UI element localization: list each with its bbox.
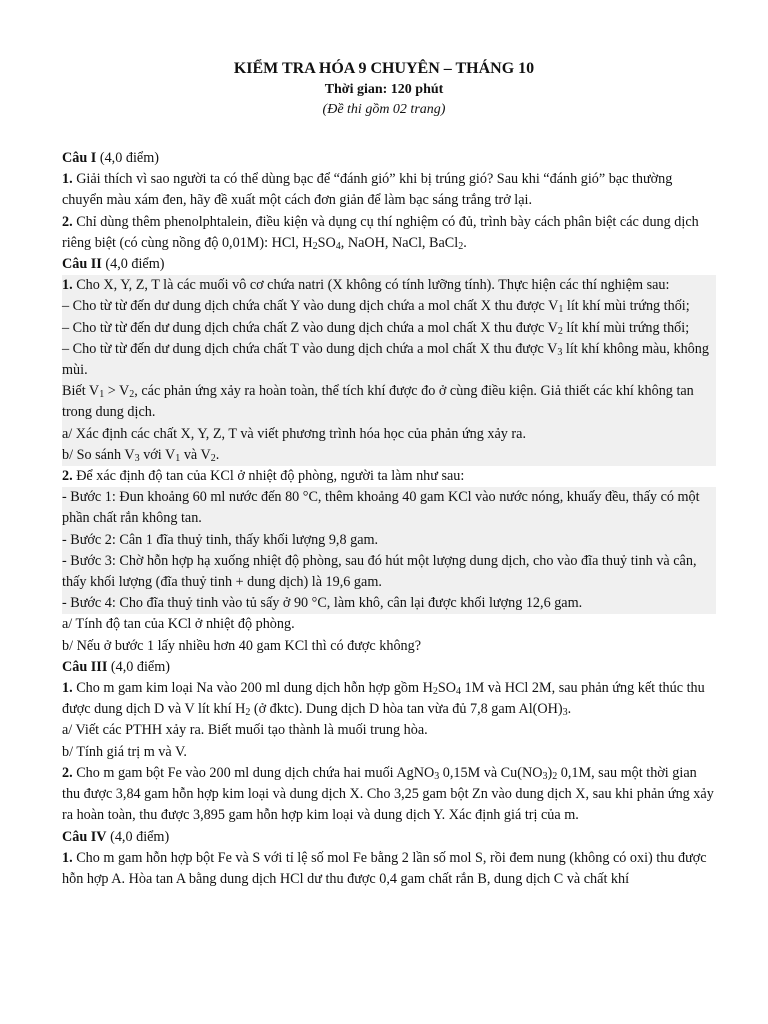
- question-heading: Câu IV: [62, 828, 107, 845]
- part-text: Để xác định độ tan của KCl ở nhiệt độ phòng, người ta làm như sau:: [76, 468, 465, 485]
- question-2-part-1b: [62, 445, 716, 466]
- experiment-1: [62, 296, 716, 317]
- question-points: (4,0 điểm): [110, 658, 170, 675]
- subquestion-text: .: [215, 446, 220, 463]
- experiment-text: lít khí mùi trứng thối;: [563, 298, 690, 315]
- question-1-part-1: [62, 169, 716, 211]
- subscript: 2: [245, 707, 251, 719]
- subquestion-text: với V: [139, 446, 176, 463]
- part-text: Cho m gam kim loại Na vào 200 ml dung dịch hỗn hợp gồm H: [72, 680, 433, 697]
- procedure-step-4: - Bước 4: Cho đĩa thuỷ tinh vào tủ sấy ở 90 °C, làm khô, cân lại được khối lượng 12,6 gam.: [62, 595, 583, 612]
- given-text: > V: [104, 383, 130, 400]
- subscript: 3: [134, 452, 140, 464]
- procedure-step-2: - Bước 2: Cân 1 đĩa thuỷ tinh, thấy khối lượng 9,8 gam.: [62, 531, 379, 548]
- part-number: 2.: [62, 764, 73, 781]
- question-3-part-1: [62, 678, 716, 720]
- question-points: (4,0 điểm): [105, 256, 165, 273]
- question-3-part-1b: b/ Tính giá trị m và V.: [62, 743, 187, 760]
- question-heading: Câu II: [62, 256, 102, 273]
- question-1-heading: [62, 148, 716, 169]
- experiment-text: lít khí không màu, không mùi.: [62, 340, 709, 379]
- part-text: .: [463, 234, 467, 251]
- part-text: SO: [317, 234, 336, 251]
- subscript: 4: [335, 240, 341, 252]
- given-text: Biết V: [62, 383, 100, 400]
- part-text: 0,1M, sau một thời gian thu được 3,84 gam hỗn hợp kim loại và dung dịch X. Cho 3,25 gam bột Zn vào dung dịch X, sau khi phản ứng xảy ra hoàn toàn, thu được 3,895 gam hỗn hợp kim loại và dung dịch Y. Xác định giá trị của m.: [62, 764, 714, 824]
- procedure-step-3: - Bước 3: Chờ hỗn hợp hạ xuống nhiệt độ phòng, sau đó hút một lượng dung dịch, cho vào đĩa thuỷ tinh và cân, thấy khối lượng (đĩa thuỷ tinh + dung dịch) là 19,6 gam.: [62, 552, 697, 591]
- experiment-text: lít khí mùi trứng thối;: [562, 319, 690, 336]
- subquestion-text: b/ So sánh V: [62, 446, 135, 463]
- experiment-text: – Cho từ từ đến dư dung dịch chứa chất Z vào dung dịch chứa a mol chất X thu được V: [62, 319, 558, 336]
- question-heading: Câu I: [62, 150, 97, 166]
- exam-content: [62, 148, 716, 890]
- exam-duration: Thời gian: 120 phút: [324, 82, 444, 97]
- part-text: Cho m gam bột Fe vào 200 ml dung dịch chứa hai muối AgNO: [72, 764, 435, 781]
- exam-page-note: (Đề thi gồm 02 trang): [322, 102, 446, 117]
- question-heading: Câu III: [62, 658, 108, 675]
- subscript: 1: [558, 304, 564, 316]
- part-text: Cho m gam hỗn hợp bột Fe và S với tỉ lệ số mol Fe bằng 2 lần số mol S, rồi đem nung (không có oxi) thu được hỗn hợp A. Hòa tan A bằng dung dịch HCl dư thu được 0,4 gam chất rắn B, dung dịch C và chất khí: [62, 849, 707, 887]
- highlighted-block: [62, 275, 716, 466]
- subscript: 2: [312, 240, 318, 252]
- part-text: 0,15M và Cu(NO: [439, 764, 543, 781]
- question-2-part-2b: b/ Nếu ở bước 1 lấy nhiều hơn 40 gam KCl thì có được không?: [62, 637, 422, 654]
- part-number: 1.: [62, 277, 73, 294]
- exam-title: KIỂM TRA HÓA 9 CHUYÊN – THÁNG 10: [233, 60, 535, 77]
- subscript: 2: [129, 389, 135, 401]
- question-3-part-1a: a/ Viết các PTHH xảy ra. Biết muối tạo thành là muối trung hòa.: [62, 722, 428, 739]
- subquestion-text: và V: [180, 446, 211, 463]
- part-number: 1.: [62, 680, 73, 697]
- part-text: ): [547, 764, 553, 781]
- question-2-heading: [62, 254, 716, 275]
- subscript: 2: [210, 452, 216, 464]
- highlighted-block: [62, 487, 716, 614]
- part-text: Cho X, Y, Z, T là các muối vô cơ chứa natri (X không có tính lưỡng tính). Thực hiện các thí nghiệm sau:: [76, 277, 670, 294]
- subscript: 3: [557, 346, 563, 358]
- part-number: 1.: [62, 849, 73, 866]
- question-2-part-2a: a/ Tính độ tan của KCl ở nhiệt độ phòng.: [62, 616, 295, 633]
- part-text: 1M và HCl 2M, sau phản ứng kết thúc thu được dung dịch D và V lít khí H: [62, 680, 705, 718]
- subscript: 4: [455, 686, 461, 698]
- part-text: Giải thích vì sao người ta có thể dùng bạc để “đánh gió” khi bị trúng gió? Sau khi “đánh gió” bạc thường chuyển màu xám đen, hãy đề xuất một cách đơn giản để làm bạc sáng trắng trở lại.: [62, 171, 673, 209]
- subscript: 1: [99, 389, 105, 401]
- subscript: 3: [434, 770, 440, 782]
- question-2-part-1: [62, 275, 716, 296]
- subscript: 2: [557, 325, 563, 337]
- given-conditions: [62, 381, 716, 423]
- part-number: 2.: [62, 468, 73, 485]
- question-2-part-1a: a/ Xác định các chất X, Y, Z, T và viết phương trình hóa học của phản ứng xảy ra.: [62, 425, 527, 442]
- subscript: 2: [458, 240, 464, 252]
- part-text: (ở đktc). Dung dịch D hòa tan vừa đủ 7,8 gam Al(OH): [250, 701, 563, 718]
- question-4-part-1: [62, 848, 716, 890]
- document-header: [0, 0, 768, 120]
- subscript: 1: [175, 452, 181, 464]
- given-text: , các phản ứng xảy ra hoàn toàn, thể tích khí được đo ở cùng điều kiện. Giả thiết các khí không tan trong dung dịch.: [62, 383, 694, 421]
- question-4-heading: [62, 827, 716, 848]
- part-text: , NaOH, NaCl, BaCl: [340, 234, 459, 251]
- question-1-part-2: [62, 212, 716, 254]
- question-points: (4,0 điểm): [110, 828, 170, 845]
- part-text: Chỉ dùng thêm phenolphtalein, điều kiện và dụng cụ thí nghiệm có đủ, trình bày cách phân biệt các dung dịch riêng biệt (có cùng nồng độ 0,01M): HCl, H: [62, 213, 699, 251]
- procedure-step-1: - Bước 1: Đun khoảng 60 ml nước đến 80 °C, thêm khoảng 40 gam KCl vào nước nóng, khuấy đều, thấy có một phần chất rắn không tan.: [62, 489, 700, 527]
- part-number: 1.: [62, 171, 73, 188]
- subscript: 3: [542, 770, 548, 782]
- question-points: (4,0 điểm): [99, 150, 159, 166]
- experiment-text: – Cho từ từ đến dư dung dịch chứa chất Y vào dung dịch chứa a mol chất X thu được V: [62, 298, 559, 315]
- subscript: 2: [432, 686, 438, 698]
- part-text: .: [567, 701, 572, 718]
- part-number: 2.: [62, 213, 73, 230]
- experiment-3: [62, 339, 716, 381]
- question-3-part-2: [62, 763, 716, 827]
- experiment-text: – Cho từ từ đến dư dung dịch chứa chất T vào dung dịch chứa a mol chất X thu được V: [62, 340, 558, 357]
- question-3-heading: [62, 657, 716, 678]
- subscript: 2: [552, 770, 558, 782]
- subscript: 3: [562, 707, 568, 719]
- question-2-part-2: [62, 466, 716, 487]
- experiment-2: [62, 318, 716, 339]
- part-text: SO: [437, 680, 456, 697]
